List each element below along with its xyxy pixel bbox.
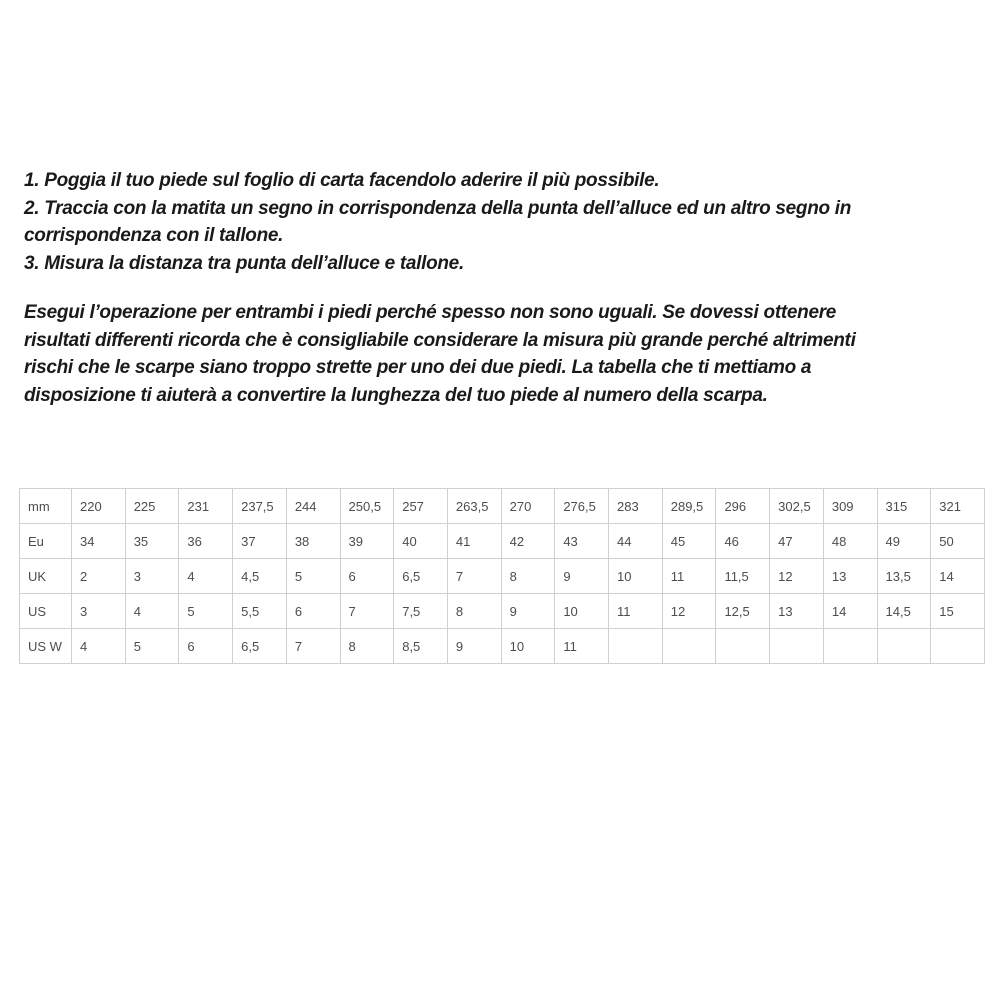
size-value-cell: 42: [501, 524, 555, 559]
size-value-cell: 263,5: [447, 489, 501, 524]
table-row: [20, 594, 985, 629]
size-value-cell: 8: [340, 629, 394, 664]
size-value-cell: 11: [555, 629, 609, 664]
size-value-cell: 4: [179, 559, 233, 594]
size-value-cell: 250,5: [340, 489, 394, 524]
size-value-cell: 40: [394, 524, 448, 559]
size-value-cell: 5,5: [233, 594, 287, 629]
size-value-cell: 225: [125, 489, 179, 524]
size-value-cell: 9: [555, 559, 609, 594]
size-conversion-table: [19, 488, 985, 664]
table-row: [20, 629, 985, 664]
size-value-cell: 12,5: [716, 594, 770, 629]
size-value-cell: [931, 629, 985, 664]
instruction-line: 2. Traccia con la matita un segno in corrispondenza della punta dell’alluce ed un altro segno in: [24, 197, 852, 219]
size-value-cell: [877, 629, 931, 664]
paragraph-line: disposizione ti aiuterà a convertire la lunghezza del tuo piede al numero della scarpa.: [24, 384, 768, 406]
size-value-cell: 48: [823, 524, 877, 559]
size-value-cell: 8,5: [394, 629, 448, 664]
instruction-line: corrispondenza con il tallone.: [24, 225, 284, 246]
size-value-cell: 44: [609, 524, 663, 559]
size-value-cell: 39: [340, 524, 394, 559]
size-value-cell: 47: [770, 524, 824, 559]
size-value-cell: 302,5: [770, 489, 824, 524]
size-value-cell: 10: [609, 559, 663, 594]
row-label-cell: mm: [20, 489, 72, 524]
size-value-cell: 11: [609, 594, 663, 629]
size-value-cell: 9: [501, 594, 555, 629]
size-value-cell: 321: [931, 489, 985, 524]
size-value-cell: 7: [286, 629, 340, 664]
size-value-cell: 41: [447, 524, 501, 559]
size-value-cell: 276,5: [555, 489, 609, 524]
size-value-cell: 6: [179, 629, 233, 664]
size-value-cell: 3: [125, 559, 179, 594]
size-value-cell: [716, 629, 770, 664]
size-value-cell: 4,5: [233, 559, 287, 594]
size-value-cell: 8: [447, 594, 501, 629]
paragraph-line: rischi che le scarpe siano troppo strette per uno dei due piedi. La tabella che ti mettiamo a: [24, 357, 812, 378]
size-value-cell: 6: [340, 559, 394, 594]
size-value-cell: 6,5: [233, 629, 287, 664]
size-value-cell: 4: [72, 629, 126, 664]
instruction-line: 1. Poggia il tuo piede sul foglio di carta facendolo aderire il più possibile.: [24, 170, 660, 191]
table-row: [20, 524, 985, 559]
table-row: [20, 489, 985, 524]
row-label-cell: US: [20, 594, 72, 629]
size-value-cell: 36: [179, 524, 233, 559]
size-value-cell: 45: [662, 524, 716, 559]
paragraph-line: Esegui l’operazione per entrambi i piedi perché spesso non sono uguali. Se dovessi ottenere: [24, 302, 837, 323]
size-value-cell: 34: [72, 524, 126, 559]
size-value-cell: 283: [609, 489, 663, 524]
advice-paragraph: [24, 299, 856, 409]
size-value-cell: 315: [877, 489, 931, 524]
size-value-cell: 2: [72, 559, 126, 594]
size-value-cell: 289,5: [662, 489, 716, 524]
size-value-cell: 8: [501, 559, 555, 594]
size-value-cell: 37: [233, 524, 287, 559]
size-value-cell: [770, 629, 824, 664]
size-value-cell: 5: [125, 629, 179, 664]
size-table-container: [19, 488, 985, 664]
size-value-cell: 10: [555, 594, 609, 629]
size-value-cell: 13,5: [877, 559, 931, 594]
size-value-cell: 35: [125, 524, 179, 559]
size-value-cell: 14: [931, 559, 985, 594]
size-value-cell: 11: [662, 559, 716, 594]
row-label-cell: UK: [20, 559, 72, 594]
size-value-cell: 46: [716, 524, 770, 559]
size-value-cell: 231: [179, 489, 233, 524]
row-label-cell: US W: [20, 629, 72, 664]
size-value-cell: 5: [286, 559, 340, 594]
size-value-cell: 7,5: [394, 594, 448, 629]
measuring-instructions: [24, 167, 851, 277]
instruction-line: 3. Misura la distanza tra punta dell’alluce e tallone.: [24, 252, 464, 274]
size-value-cell: 5: [179, 594, 233, 629]
size-value-cell: 4: [125, 594, 179, 629]
size-value-cell: 13: [770, 594, 824, 629]
size-value-cell: 38: [286, 524, 340, 559]
size-value-cell: 7: [447, 559, 501, 594]
size-value-cell: 6,5: [394, 559, 448, 594]
size-value-cell: 3: [72, 594, 126, 629]
size-value-cell: [662, 629, 716, 664]
size-value-cell: 14: [823, 594, 877, 629]
size-value-cell: 7: [340, 594, 394, 629]
size-value-cell: 270: [501, 489, 555, 524]
size-value-cell: [609, 629, 663, 664]
size-value-cell: 237,5: [233, 489, 287, 524]
row-label-cell: Eu: [20, 524, 72, 559]
size-value-cell: 309: [823, 489, 877, 524]
size-value-cell: 43: [555, 524, 609, 559]
size-value-cell: 9: [447, 629, 501, 664]
size-value-cell: 244: [286, 489, 340, 524]
paragraph-line: risultati differenti ricorda che è consigliabile considerare la misura più grande perché altrimenti: [24, 329, 856, 351]
size-value-cell: 220: [72, 489, 126, 524]
size-value-cell: 49: [877, 524, 931, 559]
size-value-cell: 12: [770, 559, 824, 594]
size-value-cell: [823, 629, 877, 664]
size-value-cell: 6: [286, 594, 340, 629]
size-value-cell: 14,5: [877, 594, 931, 629]
table-body: [20, 489, 985, 664]
size-value-cell: 11,5: [716, 559, 770, 594]
size-value-cell: 15: [931, 594, 985, 629]
size-value-cell: 10: [501, 629, 555, 664]
size-value-cell: 296: [716, 489, 770, 524]
size-value-cell: 257: [394, 489, 448, 524]
size-value-cell: 50: [931, 524, 985, 559]
table-row: [20, 559, 985, 594]
size-value-cell: 12: [662, 594, 716, 629]
size-value-cell: 13: [823, 559, 877, 594]
